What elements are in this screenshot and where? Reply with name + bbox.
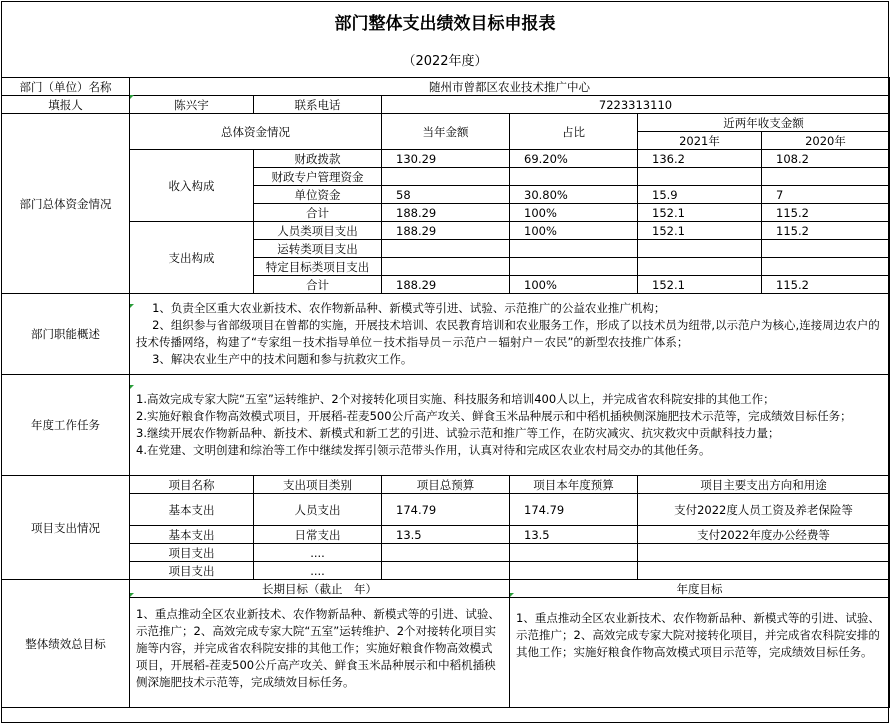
project-name: 项目支出 [130, 562, 254, 580]
cell-marker [130, 304, 134, 308]
funds-2020: 115.2 [762, 222, 890, 240]
goals-annual-header: 年度目标 [510, 580, 890, 598]
funds-current: 188.29 [382, 204, 510, 222]
project-annual: 174.79 [510, 494, 638, 526]
funds-2021 [638, 258, 762, 276]
funds-ratio: 100% [510, 222, 638, 240]
funds-item: 财政拨款 [254, 150, 382, 168]
project-annual [510, 562, 638, 580]
funds-ratio-header: 占比 [510, 114, 638, 150]
funds-ratio: 100% [510, 276, 638, 294]
funds-2021: 152.1 [638, 222, 762, 240]
funds-ratio [510, 240, 638, 258]
duty-line: 2、组织参与省部级项目在曾都的实施，开展技术培训、农民教育培训和农业服务工作，形成了以技术员为纽带,以示范户为核心,连接周边农户的技术传播网络，构建了“专家组－技术指导单位－技术指导员－示范户－辐射户－农民”的新型农技推广体系； [136, 318, 880, 349]
project-purpose: 支付2022年度办公经费等 [638, 526, 890, 544]
duties-text [130, 294, 890, 375]
funds-current [382, 258, 510, 276]
phone-label: 联系电话 [254, 96, 382, 114]
goals-row [2, 598, 890, 708]
project-total: 174.79 [382, 494, 510, 526]
funds-overall-header: 总体资金情况 [130, 114, 382, 150]
duty-line: 3、解决农业生产中的技术问题和参与抗救灾工作。 [152, 352, 413, 366]
project-type: .... [254, 544, 382, 562]
project-type: 日常支出 [254, 526, 382, 544]
funds-2020 [762, 240, 890, 258]
project-total [382, 544, 510, 562]
projects-purpose-header: 项目主要支出方向和用途 [638, 476, 890, 494]
funds-2021 [638, 168, 762, 186]
project-type: .... [254, 562, 382, 580]
funds-current: 130.29 [382, 150, 510, 168]
funds-ratio [510, 168, 638, 186]
dept-value: 随州市曾都区农业技术推广中心 [130, 78, 890, 96]
duty-line: 1、负责全区重大农业新技术、农作物新品种、新模式等引进、试验、示范推广的公益农业推广机构； [152, 301, 666, 315]
project-row [2, 494, 890, 526]
funds-2020: 7 [762, 186, 890, 204]
projects-name-header: 项目名称 [130, 476, 254, 494]
tasks-row [2, 375, 890, 476]
projects-total-header: 项目总预算 [382, 476, 510, 494]
project-purpose [638, 544, 890, 562]
funds-item: 合计 [254, 276, 382, 294]
funds-2020 [762, 168, 890, 186]
funds-current [382, 240, 510, 258]
project-annual [510, 544, 638, 562]
goals-header-row [2, 580, 890, 598]
funds-2020-header: 2020年 [762, 132, 890, 150]
funds-2021: 136.2 [638, 150, 762, 168]
funds-item: 财政专户管理资金 [254, 168, 382, 186]
phone-value: 7223313110 [382, 96, 890, 114]
task-line: 4.在党建、文明创建和综治等工作中继续发挥引领示范带头作用，认真对待和完成区农业农村局交办的其他任务。 [136, 443, 711, 457]
funds-current: 58 [382, 186, 510, 204]
cell-marker [130, 95, 134, 99]
filler-row [2, 96, 890, 114]
funds-2020: 108.2 [762, 150, 890, 168]
funds-item: 人员类项目支出 [254, 222, 382, 240]
duties-label: 部门职能概述 [2, 294, 130, 375]
cell-marker [130, 593, 134, 597]
funds-row [2, 150, 890, 168]
cell-marker [510, 593, 514, 597]
funds-2021: 15.9 [638, 186, 762, 204]
funds-ratio: 69.20% [510, 150, 638, 168]
projects-header-row [2, 476, 890, 494]
project-name: 基本支出 [130, 494, 254, 526]
tasks-label: 年度工作任务 [2, 375, 130, 476]
report-table [1, 77, 890, 708]
project-purpose [638, 562, 890, 580]
filler-label: 填报人 [2, 96, 130, 114]
dept-label: 部门（单位）名称 [2, 78, 130, 96]
task-line: 1.高效完成专家大院“五室”运转维护、2个对接转化项目实施、科技服务和培训400人以上，并完成省农科院安排的其他工作； [136, 392, 775, 406]
goals-long-header: 长期目标（截止 年） [130, 580, 510, 598]
funds-recent-header: 近两年收支金额 [638, 114, 890, 132]
task-line: 3.继续开展农作物新品种、新技术、新模式和新工艺的引进、试验示范和推广等工作，在防灾减灾、抗灾救灾中贡献科技力量； [136, 426, 780, 440]
project-type: 人员支出 [254, 494, 382, 526]
project-total: 13.5 [382, 526, 510, 544]
funds-ratio: 100% [510, 204, 638, 222]
funds-2021-header: 2021年 [638, 132, 762, 150]
project-name: 项目支出 [130, 544, 254, 562]
page-title: 部门整体支出绩效目标申报表 [334, 14, 556, 34]
goals-label: 整体绩效总目标 [2, 580, 130, 708]
projects-label: 项目支出情况 [2, 476, 130, 580]
funds-current [382, 168, 510, 186]
report-year: （2022年度） [402, 54, 488, 69]
funds-section-label: 部门总体资金情况 [2, 114, 130, 294]
funds-2020 [762, 258, 890, 276]
cell-marker [130, 385, 134, 389]
funds-row [2, 222, 890, 240]
goals-long-text: 1、重点推动全区农业新技术、农作物新品种、新模式等的引进、试验、示范推广；2、高效完成专家大院“五室”运转维护、2个对接转化项目实施等内容，并完成省农科院安排的其他工作；实施好粮食作物高效模式项目，开展稻-茬麦500公斤高产攻关、鲜食玉米品种展示和中稻机插秧侧深施肥技术示范等，完成绩效目标任务。 [130, 598, 510, 708]
funds-2021: 152.1 [638, 276, 762, 294]
expense-label: 支出构成 [130, 222, 254, 294]
funds-2020: 115.2 [762, 276, 890, 294]
goals-annual-text: 1、重点推动全区农业新技术、农作物新品种、新模式等的引进、试验、示范推广；2、高效完成专家大院对接转化项目，并完成省农科院安排的其他工作；实施好粮食作物高效模式项目示范等，完成绩效目标任务。 [510, 598, 890, 708]
project-row [2, 562, 890, 580]
project-annual: 13.5 [510, 526, 638, 544]
projects-annual-header: 项目本年度预算 [510, 476, 638, 494]
income-label: 收入构成 [130, 150, 254, 222]
funds-2021: 152.1 [638, 204, 762, 222]
filler-name: 陈兴宇 [130, 96, 254, 114]
task-line: 2.实施好粮食作物高效模式项目，开展稻-茬麦500公斤高产攻关、鲜食玉米品种展示和中稻机插秧侧深施肥技术示范等，完成绩效目标任务； [136, 409, 852, 423]
funds-2020: 115.2 [762, 204, 890, 222]
project-row [2, 526, 890, 544]
funds-current: 188.29 [382, 276, 510, 294]
funds-current: 188.29 [382, 222, 510, 240]
tasks-text [130, 375, 890, 476]
funds-current-header: 当年金额 [382, 114, 510, 150]
funds-item: 运转类项目支出 [254, 240, 382, 258]
projects-type-header: 支出项目类别 [254, 476, 382, 494]
funds-ratio: 30.80% [510, 186, 638, 204]
dept-row [2, 78, 890, 96]
funds-item: 单位资金 [254, 186, 382, 204]
project-total [382, 562, 510, 580]
funds-item: 合计 [254, 204, 382, 222]
duties-row [2, 294, 890, 375]
funds-2021 [638, 240, 762, 258]
project-row [2, 544, 890, 562]
project-name: 基本支出 [130, 526, 254, 544]
funds-ratio [510, 258, 638, 276]
project-purpose: 支付2022度人员工资及养老保险等 [638, 494, 890, 526]
funds-item: 特定目标类项目支出 [254, 258, 382, 276]
funds-header-row [2, 114, 890, 132]
